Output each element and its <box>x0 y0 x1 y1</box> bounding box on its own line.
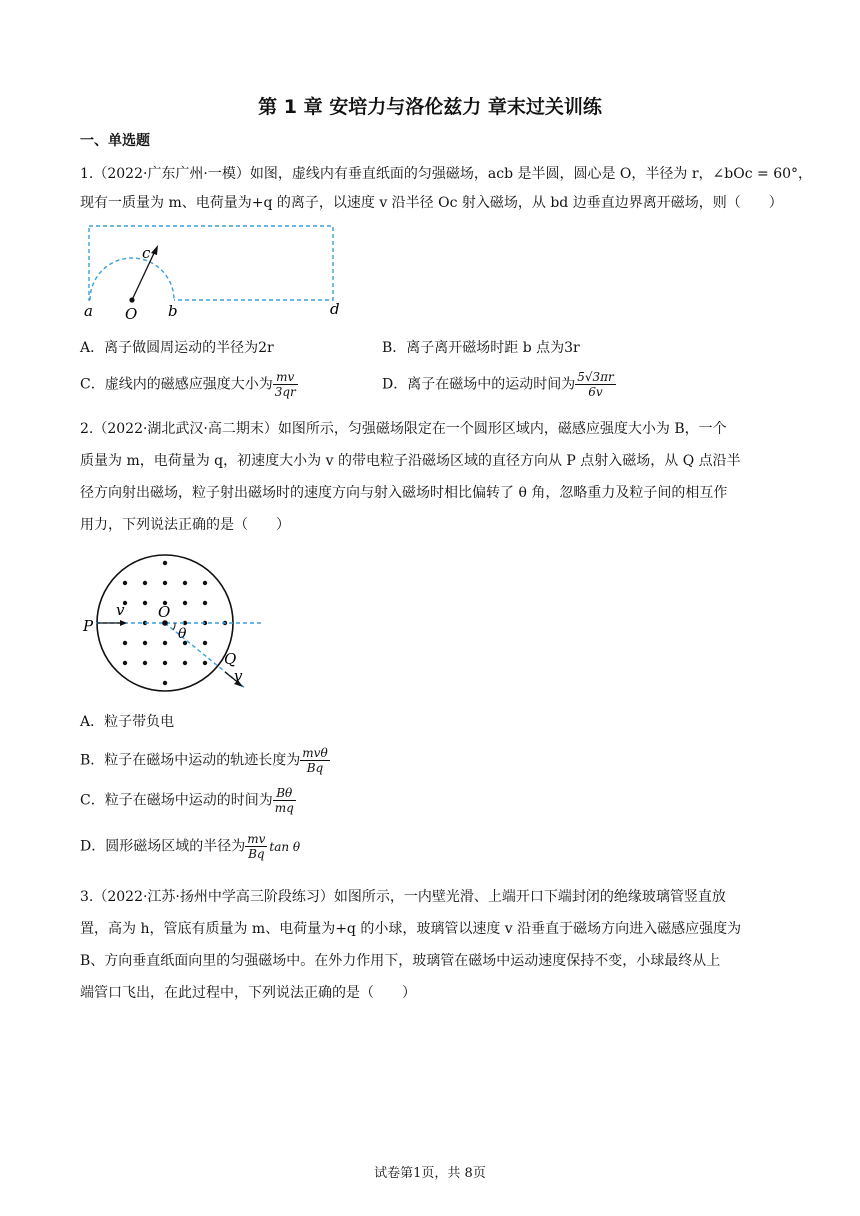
q1-option-d-numerator: 5√3πr <box>577 370 614 384</box>
field-dot <box>203 661 207 665</box>
q2-label-v-exit: v <box>234 667 243 685</box>
q2-label-o: O <box>158 603 171 621</box>
q1-option-b[interactable]: B．离子离开磁场时距 b 点为3r <box>382 340 580 356</box>
field-dot <box>183 661 187 665</box>
q1-label-c: c <box>142 244 151 262</box>
q1-figure <box>80 218 350 323</box>
q2-label-theta: θ <box>178 626 187 642</box>
field-dot <box>163 641 167 645</box>
q2-option-d-text: D．圆形磁场区域的半径为 <box>80 838 246 855</box>
q2-label-q: Q <box>224 650 237 668</box>
q2-option-a[interactable]: A．粒子带负电 <box>80 714 175 730</box>
field-dot <box>143 601 147 605</box>
section-heading: 一、单选题 <box>80 133 150 149</box>
q2-option-d-suffix: tan θ <box>269 839 301 854</box>
q3-stem-line-2: 置，高为 h，管底有质量为 m、电荷量为+q 的小球，玻璃管以速度 v 沿垂直于磁场方向进入磁感应强度为 <box>80 921 742 937</box>
q1-label-o: O <box>125 305 138 323</box>
field-dot <box>183 601 187 605</box>
q1-option-d-denominator: 6v <box>588 385 603 399</box>
page-title: 第 1 章 安培力与洛伦兹力 章末过关训练 <box>258 96 602 118</box>
q2-option-c-text: C．粒子在磁场中运动的时间为 <box>80 792 273 809</box>
q2-angle-arc <box>173 623 175 630</box>
field-dot <box>143 661 147 665</box>
q1-stem-line-2: 现有一质量为 m、电荷量为+q 的离子，以速度 v 沿半径 Oc 射入磁场，从 bd 边垂直边界离开磁场，则（ ） <box>80 195 783 211</box>
field-dot <box>163 561 167 565</box>
field-dot <box>203 601 207 605</box>
q1-stem-line-1: 1.（2022·广东广州·一模）如图，虚线内有垂直纸面的匀强磁场，acb 是半圆，圆心是 O，半径为 r，∠bOc = 60°， <box>80 166 813 182</box>
q2-option-d-fraction <box>245 832 267 861</box>
q2-option-c-fraction <box>273 786 296 815</box>
q1-option-c-denominator: 3qr <box>274 385 296 399</box>
q1-label-b: b <box>168 302 178 320</box>
q1-option-c[interactable] <box>80 370 298 399</box>
q2-option-b[interactable] <box>80 746 330 775</box>
field-dot <box>123 661 127 665</box>
q1-option-d[interactable] <box>382 370 616 399</box>
q3-stem-line-1: 3.（2022·江苏·扬州中学高三阶段练习）如图所示，一内壁光滑、上端开口下端封闭的绝缘玻璃管竖直放 <box>80 889 726 905</box>
field-dot <box>203 641 207 645</box>
q2-option-d-denominator: Bq <box>248 847 265 861</box>
page-footer: 试卷第1页，共 8页 <box>374 1166 486 1181</box>
field-dot <box>143 641 147 645</box>
q1-option-d-text: D．离子在磁场中的运动时间为 <box>382 376 576 393</box>
q2-stem-line-4: 用力，下列说法正确的是（ ） <box>80 517 290 533</box>
field-dot <box>143 581 147 585</box>
q2-entry-arrow-head <box>120 620 127 626</box>
q2-option-c-denominator: mq <box>274 801 294 815</box>
field-dot <box>123 581 127 585</box>
field-dot <box>163 681 167 685</box>
q2-center-point <box>162 620 168 626</box>
q1-arrow-head <box>151 245 158 255</box>
field-dot <box>203 581 207 585</box>
q1-option-c-fraction <box>273 370 298 399</box>
q3-stem-line-3: B、方向垂直纸面向里的匀强磁场中。在外力作用下，玻璃管在磁场中运动速度保持不变，小球最终从上 <box>80 953 721 969</box>
q1-option-c-numerator: mv <box>273 370 298 385</box>
field-dot <box>123 641 127 645</box>
q1-option-c-text: C．虚线内的磁感应强度大小为 <box>80 376 273 393</box>
q1-option-a[interactable]: A．离子做圆周运动的半径为2r <box>80 340 274 356</box>
q2-label-p: P <box>83 617 94 635</box>
q1-center-point <box>129 297 134 302</box>
q2-option-d[interactable] <box>80 832 300 861</box>
q2-option-c[interactable] <box>80 786 296 815</box>
field-dot <box>183 581 187 585</box>
q2-option-c-numerator: Bθ <box>273 786 296 801</box>
q1-label-d: d <box>330 300 340 318</box>
q2-label-v-entry: v <box>116 601 125 619</box>
q2-option-b-denominator: Bq <box>306 761 324 775</box>
q2-option-b-fraction <box>300 746 329 775</box>
q1-option-d-fraction <box>575 370 616 399</box>
field-dot <box>163 661 167 665</box>
field-dot <box>163 581 167 585</box>
q2-option-b-numerator: mvθ <box>302 746 328 760</box>
q2-option-b-text: B．粒子在磁场中运动的轨迹长度为 <box>80 752 301 769</box>
q2-stem-line-1: 2.（2022·湖北武汉·高二期末）如图所示，匀强磁场限定在一个圆形区域内，磁感应强度大小为 B，一个 <box>80 421 727 437</box>
q3-stem-line-4: 端管口飞出，在此过程中，下列说法正确的是（ ） <box>80 985 416 1001</box>
q2-stem-line-2: 质量为 m，电荷量为 q，初速度大小为 v 的带电粒子沿磁场区域的直径方向从 P 点射入磁场，从 Q 点沿半 <box>80 453 741 469</box>
q2-stem-line-3: 径方向射出磁场，粒子射出磁场时的速度方向与射入磁场时相比偏转了 θ 角，忽略重力及粒子间的相互作 <box>80 485 728 501</box>
q2-figure <box>80 548 270 693</box>
q1-label-a: a <box>84 302 93 320</box>
q2-option-d-numerator: mv <box>247 832 266 846</box>
